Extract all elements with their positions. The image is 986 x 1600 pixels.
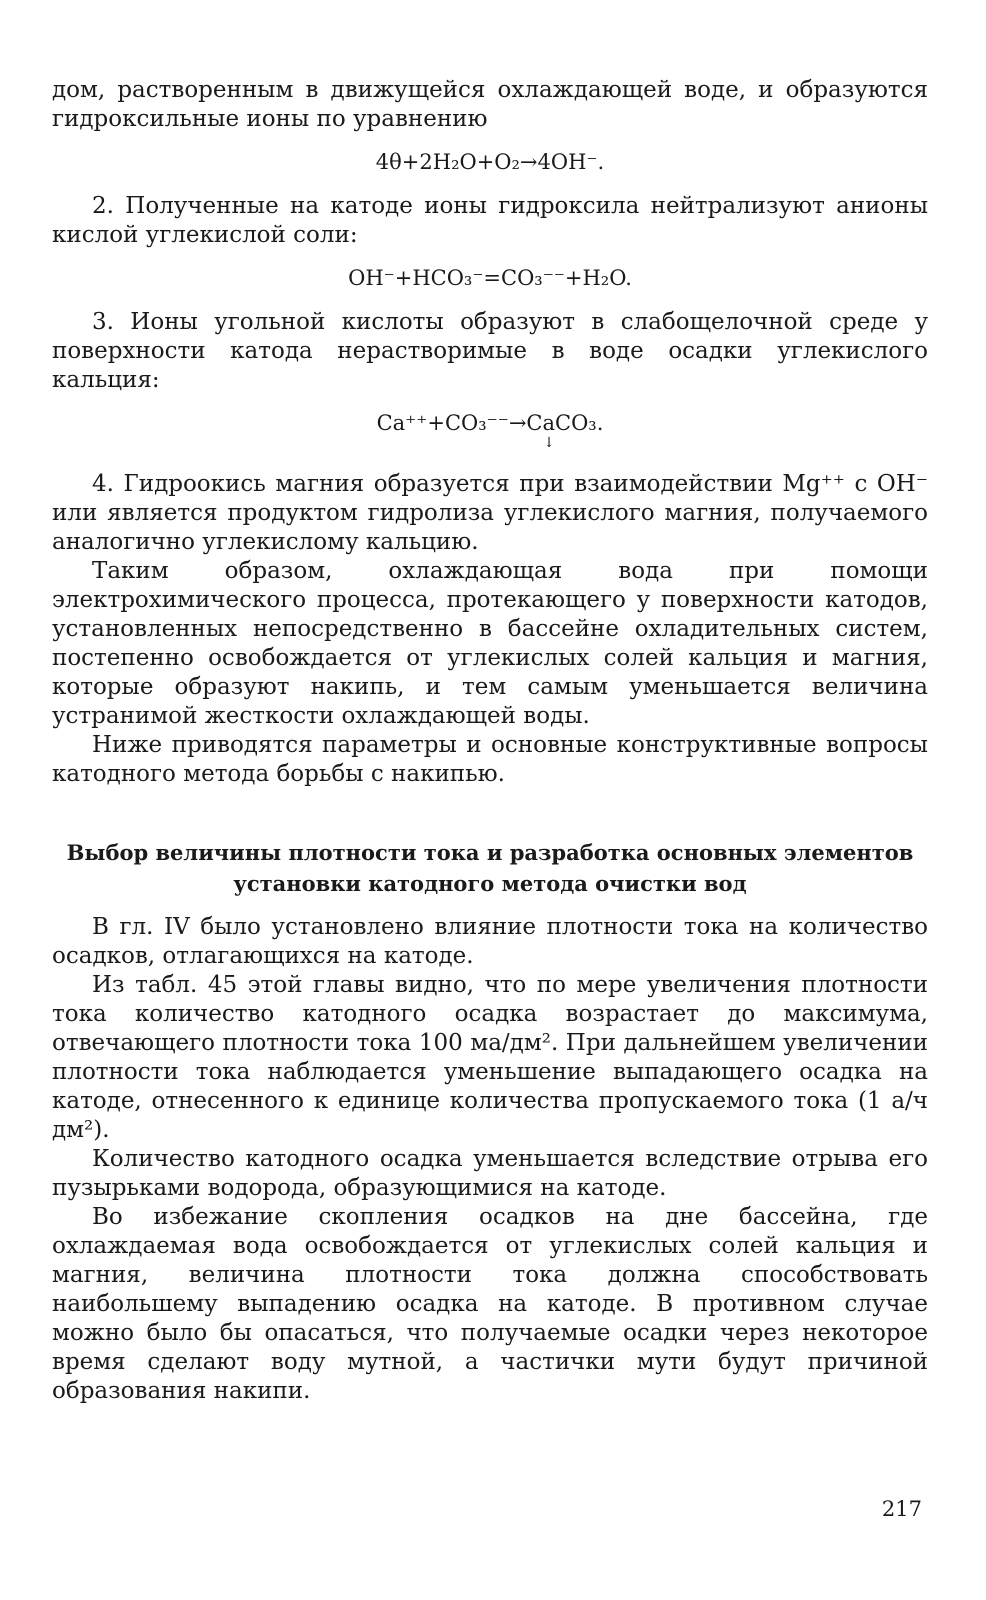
- equation-neutralization: OH⁻+HCO₃⁻=CO₃⁻⁻+H₂O.: [348, 266, 632, 290]
- paragraph-hydrogen-bubbles: Количество катодного осадка уменьшается вследствие отрыва его пузырьками водорода, образующимися на катоде.: [52, 1146, 928, 1201]
- section-title: Выбор величины плотности тока и разработка основных элементов установки катодного метода очистки вод: [66, 840, 914, 896]
- paragraph-conclusion: Таким образом, охлаждающая вода при помощи электрохимического процесса, протекающего у поверхности катодов, установленных непосредственно в бассейне охладительных систем, постепенно освобождается от углекислых солей кальция и магния, которые образуют накипь, и тем самым уменьшается величина устранимой жесткости охлаждающей воды.: [52, 558, 928, 729]
- paragraph-intro-parameters: Ниже приводятся параметры и основные конструктивные вопросы катодного метода борьбы с накипью.: [52, 732, 928, 787]
- paragraph-item-3: 3. Ионы угольной кислоты образуют в слабощелочной среде у поверхности катода нерастворимые в воде осадки углекислого кальция:: [52, 309, 928, 393]
- page-number: 217: [881, 1497, 922, 1521]
- paragraph-item-2: 2. Полученные на катоде ионы гидроксила нейтрализуют анионы кислой углекислой соли:: [52, 193, 928, 248]
- paragraph-item-4: 4. Гидроокись магния образуется при взаимодействии Mg⁺⁺ с OH⁻ или является продуктом гидролиза углекислого магния, получаемого аналогично углекислому кальцию.: [52, 471, 928, 555]
- paragraph-chapter-reference: В гл. IV было установлено влияние плотности тока на количество осадков, отлагающихся на катоде.: [52, 914, 928, 969]
- precipitate-arrow-icon: ↓: [543, 435, 555, 451]
- equation-hydroxyl-formation: 4θ+2H₂O+O₂→4OH⁻.: [375, 150, 605, 174]
- paragraph-table-reference: Из табл. 45 этой главы видно, что по мере увеличения плотности тока количество катодного осадка возрастает до максимума, отвечающего плотности тока 100 ма/дм². При дальнейшем увеличении плотности тока наблюдается уменьшение выпадающего осадка на катоде, отнесенного к единице количества пропускаемого тока (1 а/ч дм²).: [52, 972, 928, 1143]
- equation-calcium-carbonate: [52, 409, 928, 454]
- paragraph-sediment-avoidance: Во избежание скопления осадков на дне бассейна, где охлаждаемая вода освобождается от углекислых солей кальция и магния, величина плотности тока должна способствовать наибольшему выпадению осадка на катоде. В противном случае можно было бы опасаться, что получаемые осадки через некоторое время сделают воду мутной, а частички мути будут причиной образования накипи.: [52, 1204, 928, 1404]
- paragraph-continuation: дом, растворенным в движущейся охлаждающей воде, и образуются гидроксильные ионы по уравнению: [52, 77, 928, 132]
- equation-calcium-carbonate-text: Ca⁺⁺+CO₃⁻⁻→CaCO₃.: [376, 411, 604, 435]
